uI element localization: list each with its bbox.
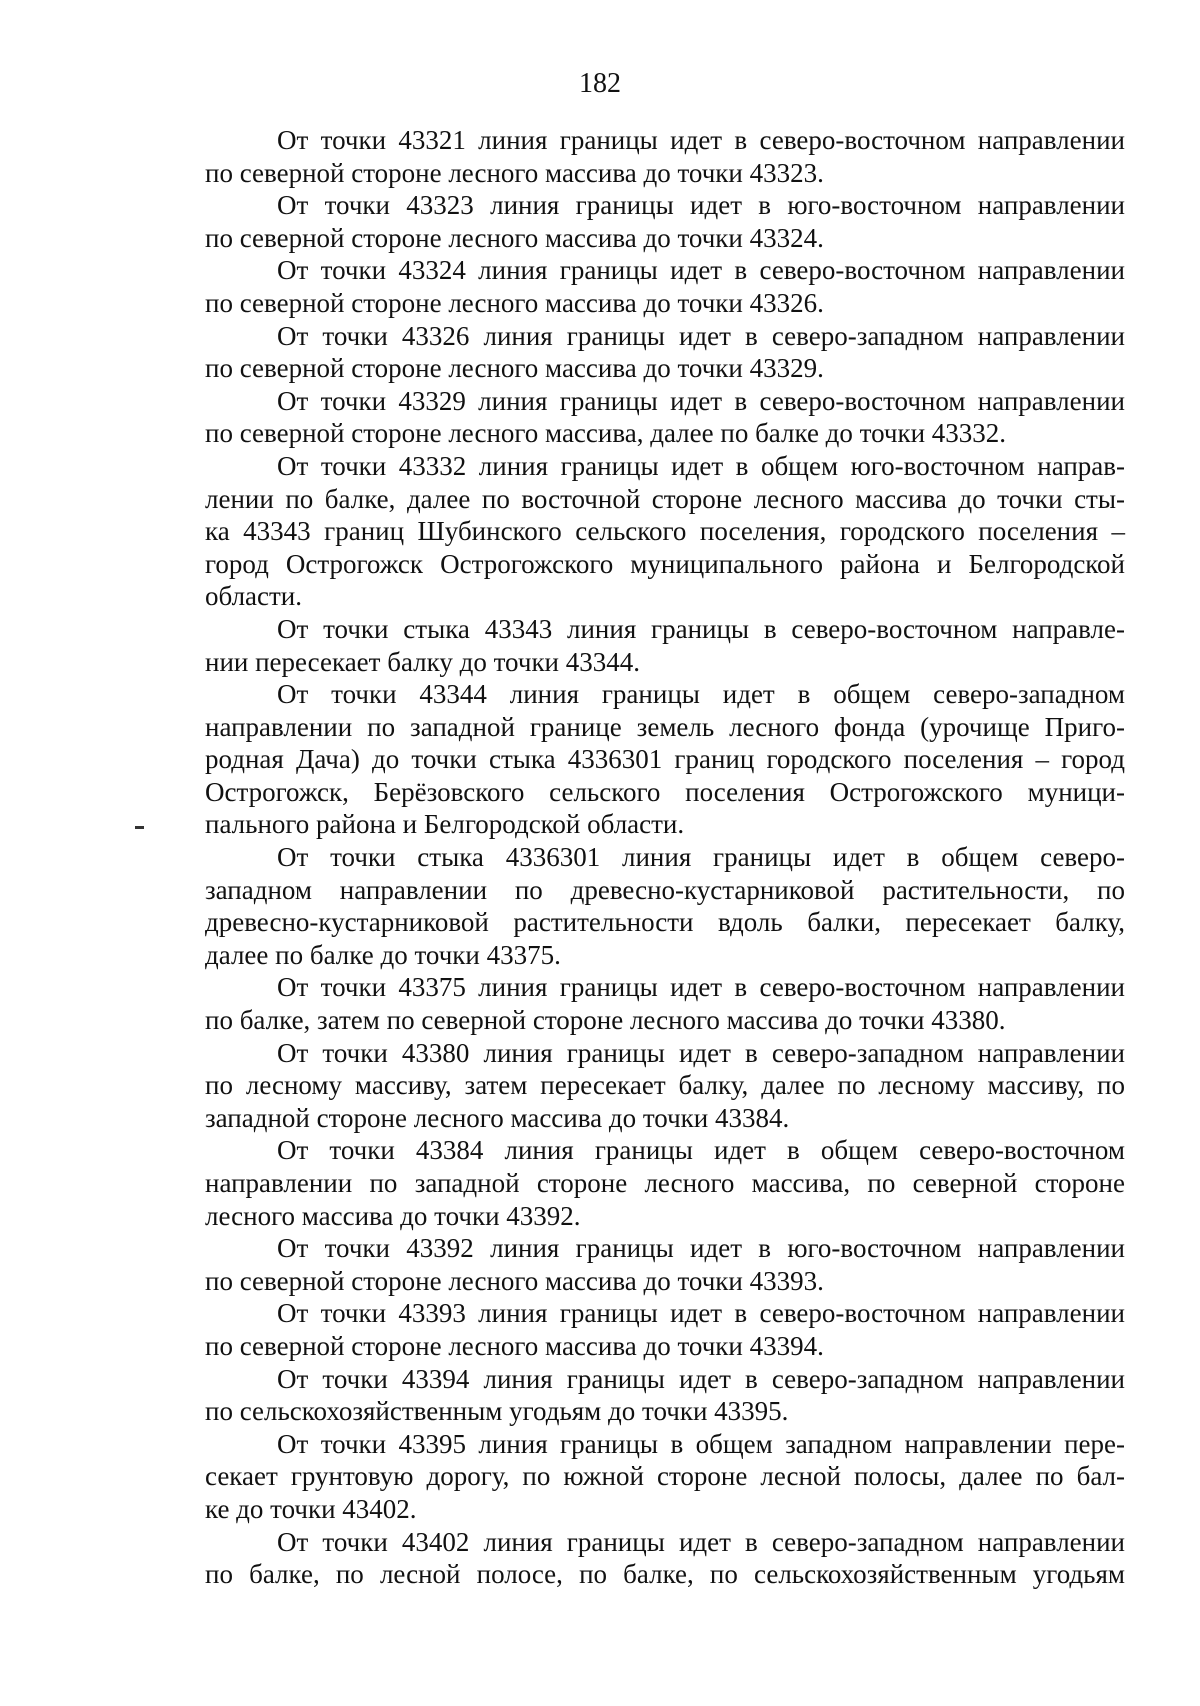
paragraph xyxy=(205,385,1125,450)
paragraph-line: От точки 43384 линия границы идет в общем северо-восточном xyxy=(277,1135,1125,1166)
paragraph-line: нии пересекает балку до точки 43344. xyxy=(205,646,641,677)
paragraph-line: От точки стыка 4336301 линия границы идет в общем северо- xyxy=(277,842,1125,873)
paragraph xyxy=(205,1134,1125,1232)
paragraph-line: по балке, по лесной полосе, по балке, по сельскохозяйственным угодьям xyxy=(205,1559,1125,1590)
paragraph-line: От точки 43326 линия границы идет в северо-западном направлении xyxy=(277,320,1125,351)
paragraph xyxy=(205,124,1125,189)
paragraph xyxy=(205,841,1125,971)
paragraph-line: От точки 43344 линия границы идет в общем северо-западном xyxy=(277,679,1125,710)
page-number: 182 xyxy=(579,68,621,99)
paragraph-line: по северной стороне лесного массива до точки 43329. xyxy=(205,353,824,384)
paragraph-line: по северной стороне лесного массива до точки 43324. xyxy=(205,222,824,253)
paragraph-line: по северной стороне лесного массива до точки 43394. xyxy=(205,1330,824,1361)
paragraph xyxy=(205,678,1125,841)
paragraph-line: ка 43343 границ Шубинского сельского поселения, городского поселения – xyxy=(205,516,1125,547)
paragraph-line: От точки 43329 линия границы идет в северо-восточном направлении xyxy=(277,385,1125,416)
paragraph-line: области. xyxy=(205,581,303,612)
paragraph-line: От точки стыка 43343 линия границы в северо-восточном направле- xyxy=(277,613,1125,644)
paragraph-line: От точки 43324 линия границы идет в северо-восточном направлении xyxy=(277,255,1125,286)
document-body xyxy=(205,124,1125,1591)
paragraph-line: ке до точки 43402. xyxy=(205,1493,417,1524)
paragraph xyxy=(205,1232,1125,1297)
paragraph-line: по северной стороне лесного массива до точки 43393. xyxy=(205,1265,824,1296)
paragraph-line: древесно-кустарниковой растительности вдоль балки, пересекает балку, xyxy=(205,907,1125,938)
paragraph-line: город Острогожск Острогожского муниципального района и Белгородской xyxy=(205,548,1125,579)
paragraph-line: секает грунтовую дорогу, по южной стороне лесной полосы, далее по бал- xyxy=(205,1461,1125,1492)
paragraph-line: лении по балке, далее по восточной стороне лесного массива до точки сты- xyxy=(205,483,1125,514)
paragraph-line: От точки 43402 линия границы идет в северо-западном направлении xyxy=(277,1526,1125,1557)
paragraph-line: по сельскохозяйственным угодьям до точки 43395. xyxy=(205,1396,789,1427)
paragraph-line: направлении по западной границе земель лесного фонда (урочище Приго- xyxy=(205,711,1125,742)
paragraph xyxy=(205,1526,1125,1591)
paragraph xyxy=(205,254,1125,319)
paragraph xyxy=(205,1297,1125,1362)
paragraph-line: пального района и Белгородской области. xyxy=(205,809,685,840)
paragraph-line: по северной стороне лесного массива, далее по балке до точки 43332. xyxy=(205,418,1007,449)
paragraph-line: От точки 43332 линия границы идет в общем юго-восточном направ- xyxy=(277,450,1125,481)
paragraph xyxy=(205,189,1125,254)
paragraph xyxy=(205,320,1125,385)
paragraph-line: От точки 43394 линия границы идет в северо-западном направлении xyxy=(277,1363,1125,1394)
paragraph-line: От точки 43393 линия границы идет в северо-восточном направлении xyxy=(277,1298,1125,1329)
paragraph-line: родная Дача) до точки стыка 4336301 границ городского поселения – город xyxy=(205,744,1125,775)
paragraph xyxy=(205,1037,1125,1135)
paragraph xyxy=(205,450,1125,613)
paragraph-line: От точки 43392 линия границы идет в юго-восточном направлении xyxy=(277,1233,1125,1264)
paragraph xyxy=(205,613,1125,678)
paragraph-line: по балке, затем по северной стороне лесного массива до точки 43380. xyxy=(205,1005,1006,1036)
paragraph-line: направлении по западной стороне лесного массива, по северной стороне xyxy=(205,1168,1125,1198)
paragraph-line: От точки 43375 линия границы идет в северо-восточном направлении xyxy=(277,972,1125,1003)
paragraph-line: западной стороне лесного массива до точки 43384. xyxy=(205,1102,790,1133)
paragraph-line: далее по балке до точки 43375. xyxy=(205,939,561,970)
paragraph-line: От точки 43380 линия границы идет в северо-западном направлении xyxy=(277,1037,1125,1068)
scan-artifact-mark xyxy=(135,826,144,829)
paragraph-line: лесного массива до точки 43392. xyxy=(205,1200,581,1231)
paragraph xyxy=(205,971,1125,1036)
paragraph-line: От точки 43323 линия границы идет в юго-восточном направлении xyxy=(277,190,1125,221)
paragraph xyxy=(205,1428,1125,1526)
paragraph-line: по лесному массиву, затем пересекает балку, далее по лесному массиву, по xyxy=(205,1070,1125,1101)
paragraph-line: Острогожск, Берёзовского сельского поселения Острогожского муници- xyxy=(205,776,1125,807)
paragraph-line: западном направлении по древесно-кустарниковой растительности, по xyxy=(205,874,1125,905)
paragraph-line: От точки 43321 линия границы идет в северо-восточном направлении xyxy=(277,125,1125,155)
paragraph-line: по северной стороне лесного массива до точки 43326. xyxy=(205,287,824,318)
paragraph-line: От точки 43395 линия границы в общем западном направлении пере- xyxy=(277,1428,1125,1459)
paragraph xyxy=(205,1363,1125,1428)
paragraph-line: по северной стороне лесного массива до точки 43323. xyxy=(205,157,824,188)
